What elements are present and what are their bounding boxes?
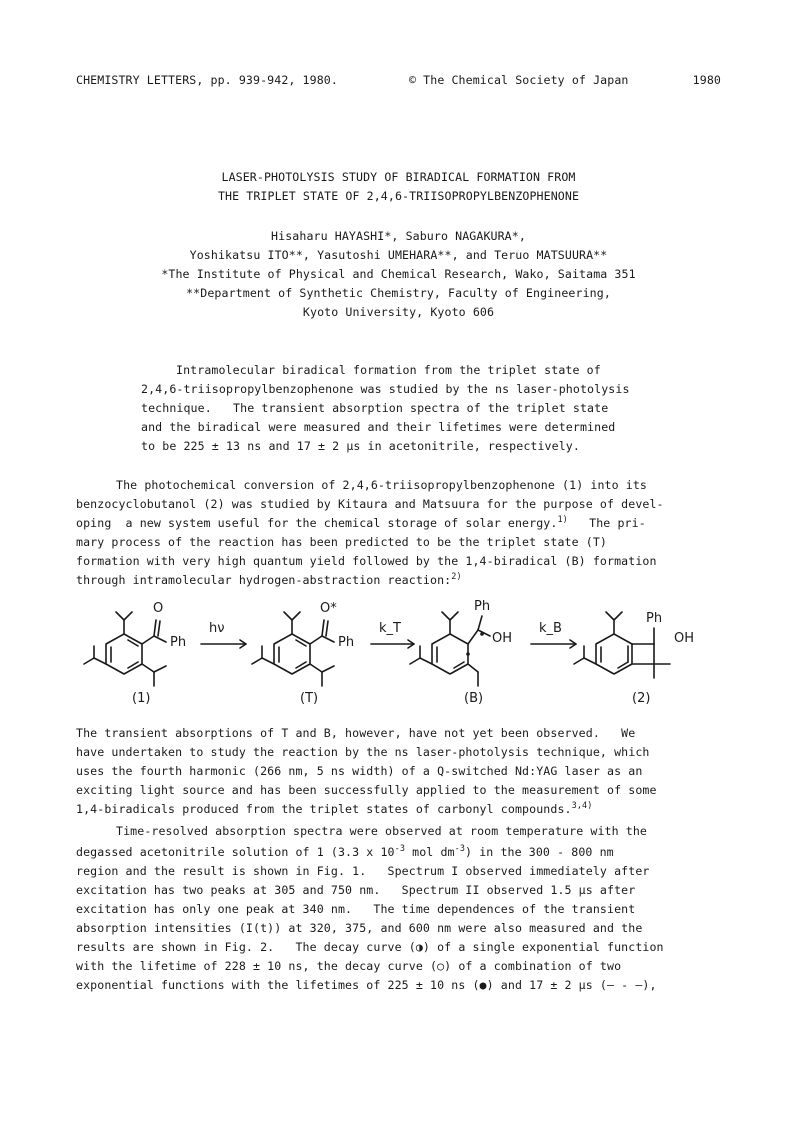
phenyl-label-4: Ph [646,611,663,626]
body-p3-line-6: absorption intensities (I(t)) at 320, 375, and 600 nm were also measured and the [76,921,643,935]
body-p3-line-9: exponential functions with the lifetimes of 225 ± 10 ns (●) and 17 ± 2 μs (— - —), [76,978,657,992]
reference-3-4: 3,4) [571,801,593,811]
body-p1-line-1: The photochemical conversion of 2,4,6-triisopropylbenzophenone (1) into its [116,478,648,492]
arrow-label-kt: k_T [379,621,401,636]
abstract-line-5: to be 225 ± 13 ns and 17 ± 2 μs in acetonitrile, respectively. [141,439,580,453]
body-p2-line-3: uses the fourth harmonic (266 nm, 5 ns width) of a Q-switched Nd:YAG laser as an [76,764,643,778]
affiliation-line-3: Kyoto University, Kyoto 606 [302,305,495,319]
body-p2-line-1: The transient absorptions of T and B, however, have not yet been observed. We [76,726,636,740]
molecule-1-structure [84,612,166,686]
body-p1-line-2: benzocyclobutanol (2) was studied by Kitaura and Matsuura for the purpose of devel- [76,497,664,511]
reference-1: 1) [557,515,568,525]
body-p3-line-7: results are shown in Fig. 2. The decay curve (◑) of a single exponential function [76,940,664,954]
abstract-line-3: technique. The transient absorption spectra of the triplet state [141,401,609,415]
compound-label-b: (B) [464,691,484,706]
compound-label-t: (T) [300,691,319,706]
body-p1-line-6-text: through intramolecular hydrogen-abstraction reaction: [76,573,452,587]
body-p3-line-8: with the lifetime of 228 ± 10 ns, the decay curve (○) of a combination of two [76,959,622,973]
header-year: 1980 [692,73,721,87]
abstract-line-1: Intramolecular biradical formation from the triplet state of [176,363,601,377]
phenyl-label-3: Ph [474,599,491,614]
running-header [76,73,721,89]
reaction-scheme [76,596,721,714]
body-p1-line-5: formation with very high quantum yield followed by the 1,4-biradical (B) formation [76,554,657,568]
affiliation-line-1: *The Institute of Physical and Chemical Research, Wako, Saitama 351 [161,267,636,281]
radical-dot-1 [480,632,484,636]
body-p1-line-3 [76,516,721,530]
hydroxyl-label-1: OH [492,631,513,646]
journal-citation: CHEMISTRY LETTERS, pp. 939-942, 1980. [76,73,338,87]
oxygen-star-label: O* [320,601,337,616]
radical-dot-2 [466,652,470,656]
body-p3-line-2-mid: mol dm [405,845,455,859]
phenyl-label-2: Ph [338,635,355,650]
body-p3-line-2 [76,845,721,859]
oxygen-label-1: O [153,601,164,616]
body-p3-line-4: excitation has two peaks at 305 and 750 nm. Spectrum II observed 1.5 μs after [76,883,636,897]
hydroxyl-label-2: OH [674,631,695,646]
body-p3-line-5: excitation has only one peak at 340 nm. The time dependences of the transient [76,902,636,916]
abstract-line-2: 2,4,6-triisopropylbenzophenone was studied by the ns laser-photolysis [141,382,630,396]
affiliation-line-2: **Department of Synthetic Chemistry, Faculty of Engineering, [186,286,611,300]
body-p3-line-1: Time-resolved absorption spectra were observed at room temperature with the [116,824,648,838]
body-p2-line-4: exciting light source and has been successfully applied to the measurement of some [76,783,657,797]
body-p1-line-6 [76,573,721,587]
compound-label-2: (2) [632,691,651,706]
title-line-1: LASER-PHOTOLYSIS STUDY OF BIRADICAL FORMATION FROM [221,170,576,184]
body-p3-line-2-tail: ) in the 300 - 800 nm [465,845,614,859]
body-p3-line-3: region and the result is shown in Fig. 1. Spectrum I observed immediately after [76,864,650,878]
molecule-t-structure [252,612,334,686]
body-p2-line-5-text: 1,4-biradicals produced from the triplet states of carbonyl compounds. [76,802,572,816]
body-p2-line-5 [76,802,721,816]
molecule-b-structure [410,612,490,686]
exponent-2: -3 [454,844,466,854]
authors-line-2: Yoshikatsu ITO**, Yasutoshi UMEHARA**, and Teruo MATSUURA** [189,248,608,262]
body-p1-line-3-tail: The pri- [567,516,646,530]
body-p2-line-2: have undertaken to study the reaction by the ns laser-photolysis technique, which [76,745,650,759]
exponent-1: -3 [394,844,406,854]
reference-2: 2) [451,572,462,582]
copyright-notice: © The Chemical Society of Japan [409,73,629,87]
reaction-scheme-drawing [76,596,721,714]
arrow-label-kb: k_B [539,621,562,636]
phenyl-label-1: Ph [170,635,187,650]
body-p1-line-4: mary process of the reaction has been predicted to be the triplet state (T) [76,535,608,549]
body-p1-line-3-text: oping a new system useful for the chemical storage of solar energy. [76,516,558,530]
body-p3-line-2-text: degassed acetonitrile solution of 1 (3.3 x 10 [76,845,395,859]
title-line-2: THE TRIPLET STATE OF 2,4,6-TRIISOPROPYLBENZOPHENONE [217,189,580,203]
compound-label-1: (1) [132,691,151,706]
arrow-label-hv: hν [209,621,225,636]
abstract-line-4: and the biradical were measured and their lifetimes were determined [141,420,616,434]
authors-line-1: Hisaharu HAYASHI*, Saburo NAGAKURA*, [271,229,526,243]
